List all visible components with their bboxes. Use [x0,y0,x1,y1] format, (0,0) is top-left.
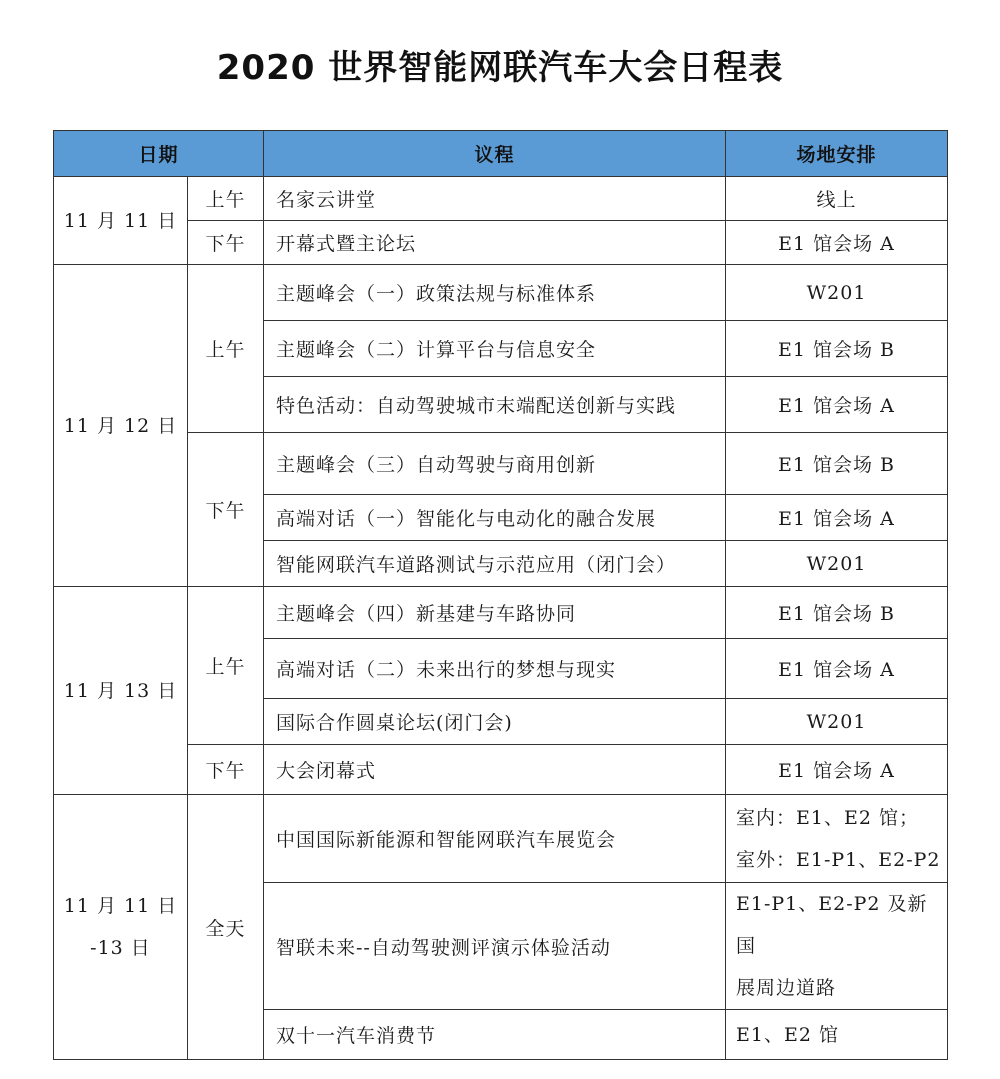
period-cell: 下午 [188,221,264,265]
venue-cell [726,495,948,541]
venue-cell [726,177,948,221]
agenda-cell: 双十一汽车消费节 [264,1010,726,1060]
venue-text: E1 馆会场 A [778,508,895,530]
venue-text: W201 [806,552,867,575]
venue-cell [726,321,948,377]
agenda-cell: 主题峰会（三）自动驾驶与商用创新 [264,433,726,495]
venue-cell [726,587,948,639]
date-cell [54,795,188,1060]
venue-cell [726,221,948,265]
venue-text: E1 馆会场 B [778,603,896,625]
venue-text: E1 馆会场 A [778,659,895,681]
venue-text: E1-P1、E2-P2 及新国 [736,893,928,957]
venue-cell [726,1010,948,1060]
agenda-cell: 主题峰会（二）计算平台与信息安全 [264,321,726,377]
header-venue: 场地安排 [726,131,948,177]
header-date: 日期 [54,131,264,177]
venue-cell [726,265,948,321]
header-agenda: 议程 [264,131,726,177]
date-cell [54,587,188,795]
agenda-cell: 智联未来--自动驾驶测评演示体验活动 [264,883,726,1010]
agenda-cell: 国际合作圆桌论坛(闭门会) [264,699,726,745]
venue-text: E1 馆会场 A [778,233,895,255]
table-row [54,265,948,321]
agenda-cell: 主题峰会（四）新基建与车路协同 [264,587,726,639]
venue-text: E1 馆会场 B [778,339,896,361]
schedule-body [54,177,948,1060]
venue-text: W201 [806,710,867,733]
venue-cell [726,639,948,699]
table-row [54,795,948,883]
venue-text: 展周边道路 [736,977,837,999]
period-cell: 上午 [188,587,264,745]
venue-text: E1 馆会场 B [778,454,896,476]
table-row [54,587,948,639]
agenda-cell: 名家云讲堂 [264,177,726,221]
venue-text: 室外：E1-P1、E2-P2 [736,848,941,871]
date-text: -13 日 [90,937,151,959]
header-row [54,131,948,177]
agenda-cell: 大会闭幕式 [264,745,726,795]
venue-cell [726,883,948,1010]
period-cell: 下午 [188,745,264,795]
venue-text: 室内：E1、E2 馆； [736,806,919,829]
table-row [54,745,948,795]
period-cell: 下午 [188,433,264,587]
venue-text: E1 馆会场 A [778,760,895,782]
date-text: 11 月 12 日 [63,414,178,437]
venue-cell [726,377,948,433]
agenda-cell: 中国国际新能源和智能网联汽车展览会 [264,795,726,883]
date-cell [54,265,188,587]
venue-cell [726,433,948,495]
agenda-cell: 主题峰会（一）政策法规与标准体系 [264,265,726,321]
venue-text: 线上 [816,189,857,211]
agenda-cell: 高端对话（二）未来出行的梦想与现实 [264,639,726,699]
table-row [54,221,948,265]
date-text: 11 月 11 日 [63,895,178,917]
venue-text: E1 馆会场 A [778,395,895,417]
period-cell: 全天 [188,795,264,1060]
page-title: 2020 世界智能网联汽车大会日程表 [216,48,784,88]
venue-cell [726,699,948,745]
date-cell [54,177,188,265]
agenda-cell: 高端对话（一）智能化与电动化的融合发展 [264,495,726,541]
venue-cell [726,541,948,587]
period-cell: 上午 [188,265,264,433]
period-cell: 上午 [188,177,264,221]
date-text: 11 月 11 日 [63,209,178,232]
agenda-cell: 特色活动：自动驾驶城市末端配送创新与实践 [264,377,726,433]
schedule-table [53,130,948,1060]
date-text: 11 月 13 日 [63,679,178,702]
venue-text: E1、E2 馆 [736,1023,839,1046]
venue-cell [726,795,948,883]
agenda-cell: 智能网联汽车道路测试与示范应用（闭门会） [264,541,726,587]
table-row [54,433,948,495]
venue-cell [726,745,948,795]
agenda-cell: 开幕式暨主论坛 [264,221,726,265]
table-row [54,177,948,221]
venue-text: W201 [806,281,867,304]
